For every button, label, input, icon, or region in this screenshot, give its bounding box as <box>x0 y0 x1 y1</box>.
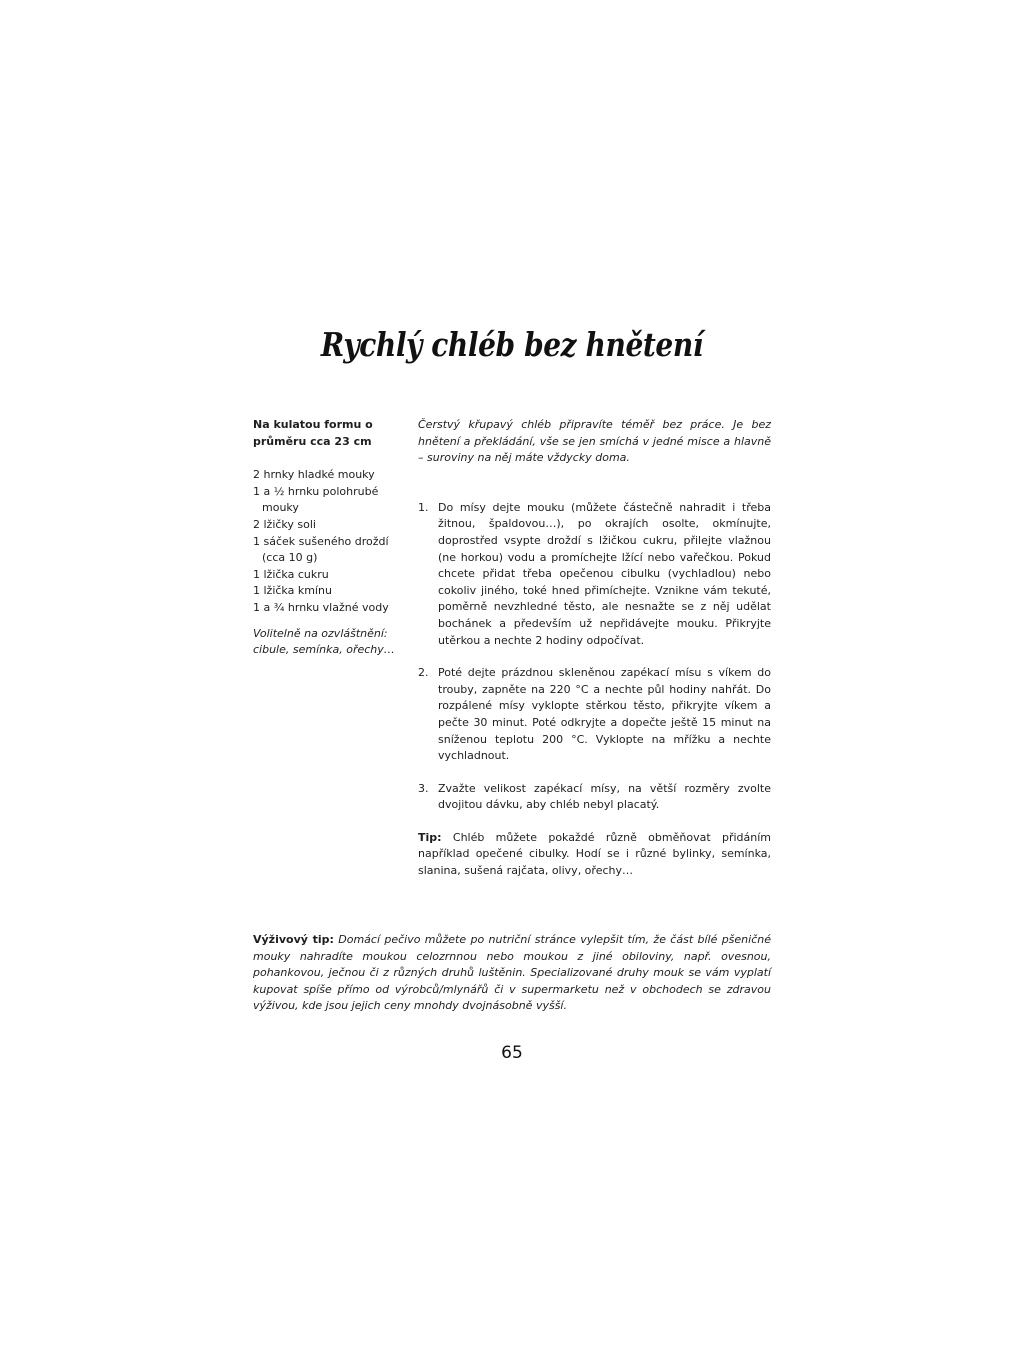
recipe-title: Rychlý chléb bez hnětení <box>320 325 704 364</box>
nutrition-tip-text: Domácí pečivo můžete po nutriční stránce vylepšit tím, že část bílé pšeničné mouky nahradíte moukou celozrnnou nebo moukou z jiné obiloviny, např. ovesnou, pohankovou, ječnou či z různých druhů luštěnin. Specializované druhy mouk se vám vyplatí kupovat spíše přímo od výrobců/mlynářů či v supermarketu než v obchodech se zdravou výživou, kde jsou jejich ceny mnohdy dvojnásobně vyšší. <box>253 933 771 1013</box>
instructions-column <box>418 417 771 880</box>
ingredient-item: 1 lžička kmínu <box>253 584 332 598</box>
ingredient-item: 2 hrnky hladké mouky <box>253 468 375 482</box>
form-size-heading: Na kulatou formu o průměru cca 23 cm <box>253 418 373 448</box>
step-text: Do mísy dejte mouku (můžete částečně nahradit i třeba žitnou, špaldovou…), po okrajích osolte, okmínujte, doprostřed vsypte droždí s lžičkou cukru, přilejte vlažnou (ne horkou) vodu a promíchejte lžící nebo vařečkou. Pokud chcete přidat třeba opečenou cibulku (vychladlou) nebo cokoliv jiného, toké hned přimíchejte. Vznikne vám tekuté, poměrně nevzhledné těsto, ale nesnažte se z něj udělat bochánek a především už nepřidávejte mouku. Přikryjte utěrkou a nechte 2 hodiny odpočívat. <box>438 500 771 647</box>
step-number: 3. <box>418 781 429 795</box>
tip-label: Tip: <box>418 830 442 844</box>
nutrition-tip <box>253 932 771 1015</box>
step-text: Zvažte velikost zapékací mísy, na větší rozměry zvolte dvojitou dávku, aby chléb nebyl placatý. <box>438 781 771 812</box>
step-text: Poté dejte prázdnou skleněnou zapékací mísu s víkem do trouby, zapněte na 220 °C a nechte půl hodiny nahřát. Do rozpálené mísy vyklopte stěrkou těsto, přikryjte víkem a pečte 30 minut. Poté odkryjte a dopečte ještě 15 minut na sníženou teplotu 200 °C. Vyklopte na mřížku a nechte vychladnout. <box>438 666 771 763</box>
nutrition-tip-label: Výživový tip: <box>253 933 334 946</box>
step-number: 2. <box>418 666 429 680</box>
ingredient-item: 1 a ½ hrnku polohrubé mouky <box>253 484 379 515</box>
tip-text: Chléb můžete pokaždé různě obměňovat přidáním například opečené cibulky. Hodí se i různé bylinky, semínka, slanina, sušená rajčata, olivy, ořechy… <box>418 830 771 878</box>
step-item <box>418 781 771 814</box>
page-number: 65 <box>501 1043 523 1063</box>
ingredient-list <box>253 467 413 616</box>
ingredients-column <box>253 417 413 659</box>
recipe-intro: Čerstvý křupavý chléb připravíte téměř bez práce. Je bez hnětení a překládání, vše se jen smíchá v jedné misce a hlavně – suroviny na něj máte vždycky doma. <box>418 418 771 465</box>
ingredient-item: 1 sáček sušeného droždí (cca 10 g) <box>253 534 389 565</box>
step-list <box>418 500 771 814</box>
step-item <box>418 665 771 765</box>
step-number: 1. <box>418 500 429 514</box>
optional-ingredients: Volitelně na ozvláštnění: cibule, semínka, ořechy… <box>253 626 395 657</box>
ingredient-item: 1 a ¾ hrnku vlažné vody <box>253 600 389 614</box>
ingredient-item: 2 lžičky soli <box>253 517 316 531</box>
ingredient-item: 1 lžička cukru <box>253 567 329 581</box>
step-item <box>418 500 771 649</box>
tip-paragraph <box>418 830 771 880</box>
